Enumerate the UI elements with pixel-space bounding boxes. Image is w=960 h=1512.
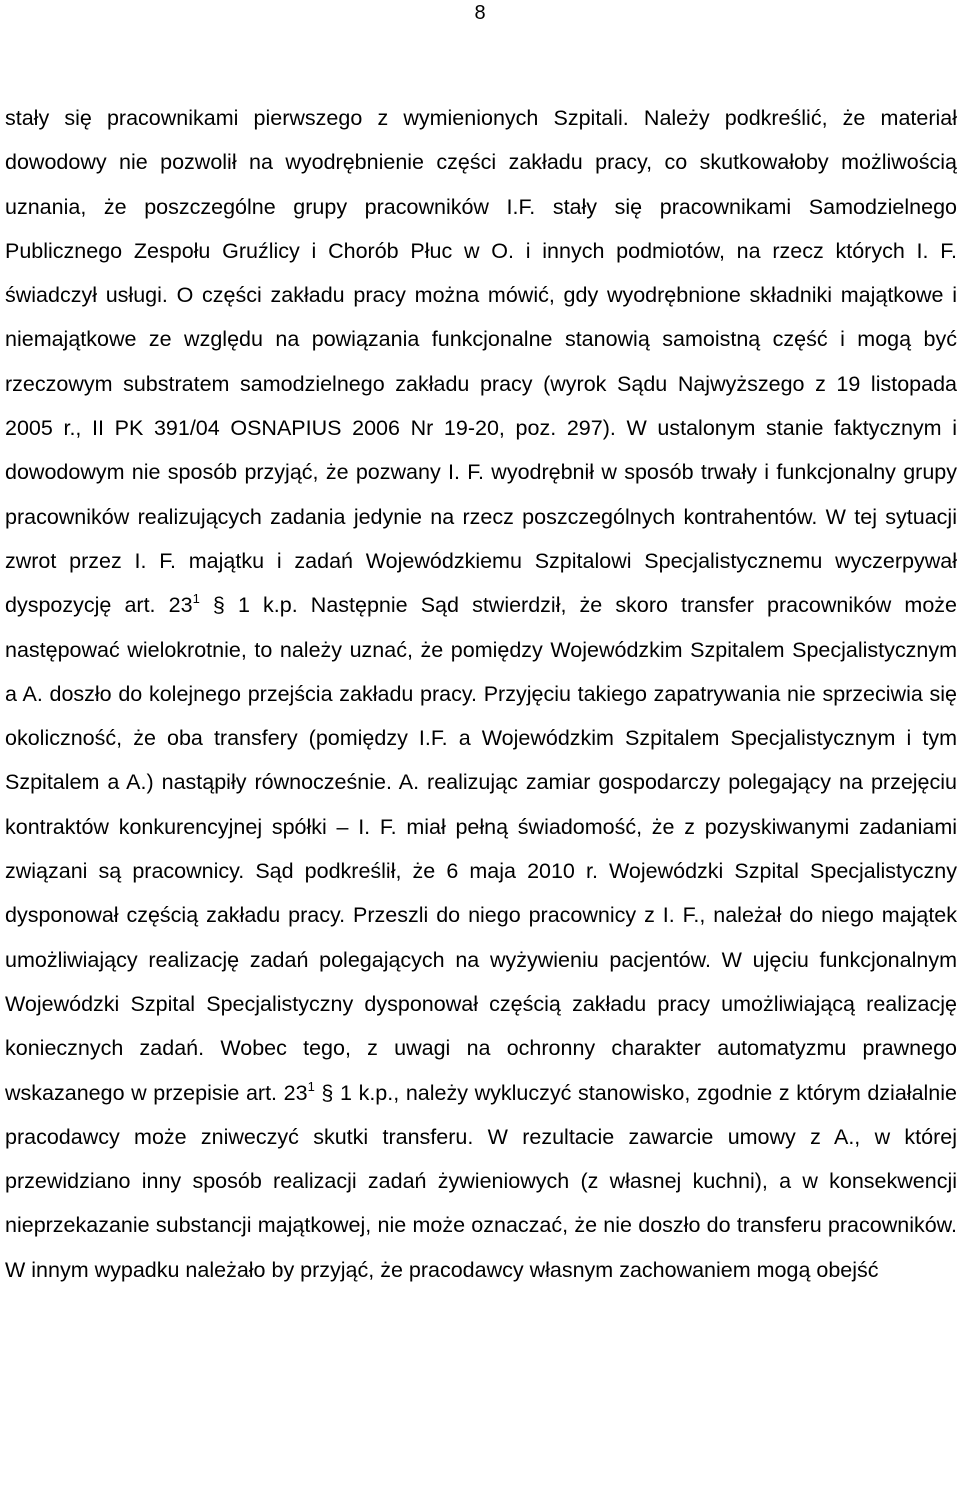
article-superscript-1: 1 (192, 591, 200, 607)
page-number: 8 (474, 2, 486, 24)
paragraph-text-part-3: § 1 k.p., należy wykluczyć stanowisko, zgodnie z którym działalnie pracodawcy może zniweczyć skutki transferu. W rezultacie zawarcie umowy z A., w której przewidziano inny sposób realizacji zadań żywieniowych (z własnej kuchni), a w konsekwencji nieprzekazanie substancji majątkowej, nie może oznaczać, że nie doszło do transferu pracowników. W innym wypadku należało by przyjąć, że pracodawcy własnym zachowaniem mogą obejść (5, 1080, 957, 1282)
article-superscript-2: 1 (307, 1078, 315, 1094)
body-paragraph (5, 96, 957, 1292)
paragraph-text-part-1: stały się pracownikami pierwszego z wymienionych Szpitali. Należy podkreślić, że materiał dowodowy nie pozwolił na wyodrębnienie części zakładu pracy, co skutkowałoby możliwością uznania, że poszczególne grupy pracowników I.F. stały się pracownikami Samodzielnego Publicznego Zespołu Gruźlicy i Chorób Płuc w O. i innych podmiotów, na rzecz których I. F. świadczył usługi. O części zakładu pracy można mówić, gdy wyodrębnione składniki majątkowe i niemajątkowe ze względu na powiązania funkcjonalne stanowią samoistną część i mogą być rzeczowym substratem samodzielnego zakładu pracy (wyrok Sądu Najwyższego z 19 listopada 2005 r., II PK 391/04 OSNAPIUS 2006 Nr 19-20, poz. 297). W ustalonym stanie faktycznym i dowodowym nie sposób przyjąć, że pozwany I. F. wyodrębnił w sposób trwały i funkcjonalny grupy pracowników realizujących zadania jedynie na rzecz poszczególnych kontrahentów. W tej sytuacji zwrot przez I. F. majątku i zadań Wojewódzkiemu Szpitalowi Specjalistycznemu wyczerpywał dyspozycję art. 23 (5, 106, 957, 618)
paragraph-text-part-2: § 1 k.p. Następnie Sąd stwierdził, że skoro transfer pracowników może następować wielokrotnie, to należy uznać, że pomiędzy Wojewódzkim Szpitalem Specjalistycznym a A. doszło do kolejnego przejścia zakładu pracy. Przyjęciu takiego zapatrywania nie sprzeciwia się okoliczność, że oba transfery (pomiędzy I.F. a Wojewódzkim Szpitalem Specjalistycznym i tym Szpitalem a A.) nastąpiły równocześnie. A. realizując zamiar gospodarczy polegający na przejęciu kontraktów konkurencyjnej spółki – I. F. miał pełną świadomość, że z pozyskiwanymi zadaniami związani są pracownicy. Sąd podkreślił, że 6 maja 2010 r. Wojewódzki Szpital Specjalistyczny dysponował częścią zakładu pracy. Przeszli do niego pracownicy z I. F., należał do niego majątek umożliwiający realizację zadań polegających na wyżywieniu pacjentów. W ujęciu funkcjonalnym Wojewódzki Szpital Specjalistyczny dysponował częścią zakładu pracy umożliwiającą realizację koniecznych zadań. Wobec tego, z uwagi na ochronny charakter automatyzmu prawnego wskazanego w przepisie art. 23 (5, 593, 958, 1105)
